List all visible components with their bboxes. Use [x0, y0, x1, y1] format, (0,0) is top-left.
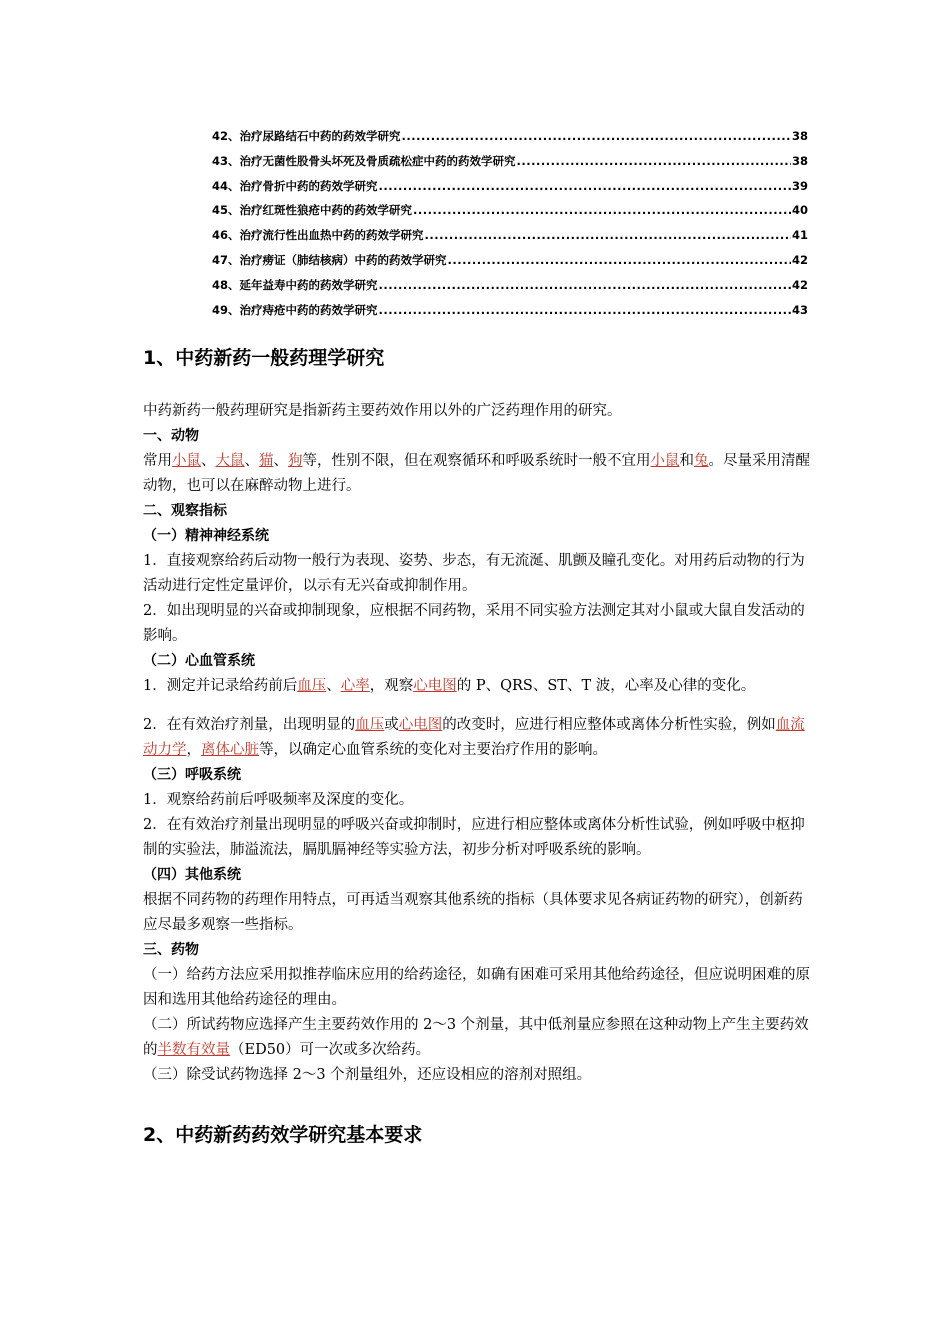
- toc-entry-page: 40: [791, 203, 808, 218]
- toc-entry-page: 38: [791, 129, 808, 143]
- text-run: 1．测定并记录给药前后: [143, 678, 298, 694]
- text-run: 、: [201, 453, 216, 469]
- text-run: （二）所试药物应选择产生主要药效作用的 2～3 个剂量，其中低剂量应参照在这种动物上产生主要药效的: [143, 1017, 809, 1058]
- link-hemodynamics[interactable]: 血流动力学: [143, 717, 805, 758]
- nervous-system-heading: （一）精神神经系统: [143, 528, 269, 544]
- toc-entry[interactable]: [212, 227, 808, 252]
- drugs-paragraph-1: （一）给药方法应采用拟推荐临床应用的给药途径，如确有困难可采用其他给药途径，但应说明困难的原因和选用其他给药途径的理由。: [143, 967, 810, 1008]
- toc-entry[interactable]: [212, 178, 808, 203]
- table-of-contents: [212, 128, 808, 326]
- toc-leader-dots: [517, 154, 791, 168]
- animals-paragraph: [143, 449, 815, 499]
- nervous-paragraph-2: 2．如出现明显的兴奋或抑制现象，应根据不同药物，采用不同实验方法测定其对小鼠或大鼠自发活动的影响。: [143, 603, 805, 644]
- toc-entry-page: 41: [791, 228, 808, 243]
- toc-leader-dots: [402, 129, 791, 143]
- text-run: 和: [679, 453, 694, 469]
- toc-entry-title: 48、延年益寿中药的药效学研究: [212, 277, 378, 292]
- toc-entry[interactable]: [212, 153, 808, 178]
- toc-entry[interactable]: [212, 302, 808, 327]
- text-run: ，观察: [369, 678, 414, 694]
- text-run: 、: [273, 453, 288, 469]
- link-ecg[interactable]: 心电图: [413, 678, 457, 694]
- link-blood-pressure[interactable]: 血压: [297, 678, 327, 694]
- toc-entry-page: 42: [791, 252, 808, 267]
- text-run: 的改变时，应进行相应整体或离体分析性实验，例如: [442, 717, 776, 733]
- link-isolated-heart[interactable]: 离体心脏: [201, 742, 259, 758]
- text-run: 或: [384, 717, 399, 733]
- toc-entry[interactable]: [212, 202, 808, 227]
- cardio-paragraph-2: [143, 713, 815, 763]
- link-cat[interactable]: 猫: [259, 453, 274, 469]
- toc-entry-title: 47、治疗痨证（肺结核病）中药的药效学研究: [212, 252, 447, 267]
- toc-entry-page: 43: [791, 302, 808, 317]
- text-run: 的 P、QRS、ST、T 波，心率及心律的变化。: [456, 678, 756, 694]
- toc-entry[interactable]: [212, 252, 808, 277]
- toc-entry[interactable]: [212, 277, 808, 302]
- toc-leader-dots: [413, 203, 791, 217]
- animals-heading: 一、动物: [143, 428, 199, 444]
- toc-entry-title: 49、治疗痔疮中药的药效学研究: [212, 302, 378, 317]
- cardio-heading: （二）心血管系统: [143, 653, 255, 669]
- text-run: 常用: [143, 453, 172, 469]
- respiratory-paragraph-1: 1．观察给药前后呼吸频率及深度的变化。: [143, 792, 414, 808]
- text-run: 等，性别不限，但在观察循环和呼吸系统时一般不宜用: [302, 453, 651, 469]
- toc-entry[interactable]: [212, 128, 808, 153]
- drugs-heading: 三、药物: [143, 942, 199, 958]
- toc-entry-page: 39: [791, 178, 808, 193]
- toc-leader-dots: [379, 303, 791, 317]
- indicators-heading: 二、观察指标: [143, 503, 227, 519]
- text-run: 、: [326, 678, 341, 694]
- link-dog[interactable]: 狗: [288, 453, 303, 469]
- text-run: ，: [186, 742, 201, 758]
- toc-entry-page: 42: [791, 277, 808, 292]
- toc-leader-dots: [425, 228, 791, 242]
- toc-entry-title: 44、治疗骨折中药的药效学研究: [212, 178, 378, 193]
- text-run: 。尽量采用清醒动物，也可以在麻醉动物上进行。: [143, 453, 810, 494]
- link-ed50[interactable]: 半数有效量: [157, 1042, 230, 1058]
- drugs-paragraph-2: [143, 1013, 815, 1063]
- link-blood-pressure-2[interactable]: 血压: [355, 717, 385, 733]
- text-run: 2．在有效治疗剂量，出现明显的: [143, 717, 356, 733]
- cardio-paragraph-1: [143, 674, 815, 699]
- toc-leader-dots: [379, 278, 791, 292]
- other-systems-paragraph: 根据不同药物的药理作用特点，可再适当观察其他系统的指标（具体要求见各病证药物的研究），创新药应尽最多观察一些指标。: [143, 892, 803, 933]
- link-heart-rate[interactable]: 心率: [340, 678, 370, 694]
- link-rabbit[interactable]: 兔: [694, 453, 709, 469]
- link-ecg-2[interactable]: 心电图: [398, 717, 443, 733]
- text-run: 、: [244, 453, 259, 469]
- toc-entry-title: 46、治疗流行性出血热中药的药效学研究: [212, 228, 424, 243]
- toc-leader-dots: [379, 179, 791, 193]
- section-2-title: 2、中药新药药效学研究基本要求: [143, 1124, 423, 1146]
- link-rat[interactable]: 大鼠: [215, 453, 245, 469]
- section-1-title: 1、中药新药一般药理学研究: [143, 347, 385, 369]
- main-content: [143, 341, 815, 1152]
- toc-entry-page: 38: [791, 153, 808, 168]
- toc-entry-title: 42、治疗尿路结石中药的药效学研究: [212, 129, 401, 143]
- nervous-paragraph-1: 1．直接观察给药后动物一般行为表现、姿势、步态，有无流涎、肌颤及瞳孔变化。对用药后动物的行为活动进行定性定量评价，以示有无兴奋或抑制作用。: [143, 553, 805, 594]
- toc-entry-title: 43、治疗无菌性股骨头坏死及骨质疏松症中药的药效学研究: [212, 153, 516, 168]
- link-mouse[interactable]: 小鼠: [172, 453, 201, 469]
- toc-leader-dots: [448, 253, 791, 267]
- toc-entry-title: 45、治疗红斑性狼疮中药的药效学研究: [212, 203, 413, 218]
- text-run: （ED50）可一次或多次给药。: [230, 1042, 431, 1058]
- drugs-paragraph-3: （三）除受试药物选择 2～3 个剂量组外，还应设相应的溶剂对照组。: [143, 1067, 592, 1083]
- section-1-intro: 中药新药一般药理研究是指新药主要药效作用以外的广泛药理作用的研究。: [143, 403, 622, 419]
- respiratory-paragraph-2: 2．在有效治疗剂量出现明显的呼吸兴奋或抑制时，应进行相应整体或离体分析性试验，例如呼吸中枢抑制的实验法，肺溢流法，膈肌膈神经等实验方法，初步分析对呼吸系统的影响。: [143, 817, 805, 858]
- link-mouse-2[interactable]: 小鼠: [650, 453, 680, 469]
- other-systems-heading: （四）其他系统: [143, 867, 241, 883]
- text-run: 等，以确定心血管系统的变化对主要治疗作用的影响。: [259, 742, 607, 758]
- respiratory-heading: （三）呼吸系统: [143, 767, 241, 783]
